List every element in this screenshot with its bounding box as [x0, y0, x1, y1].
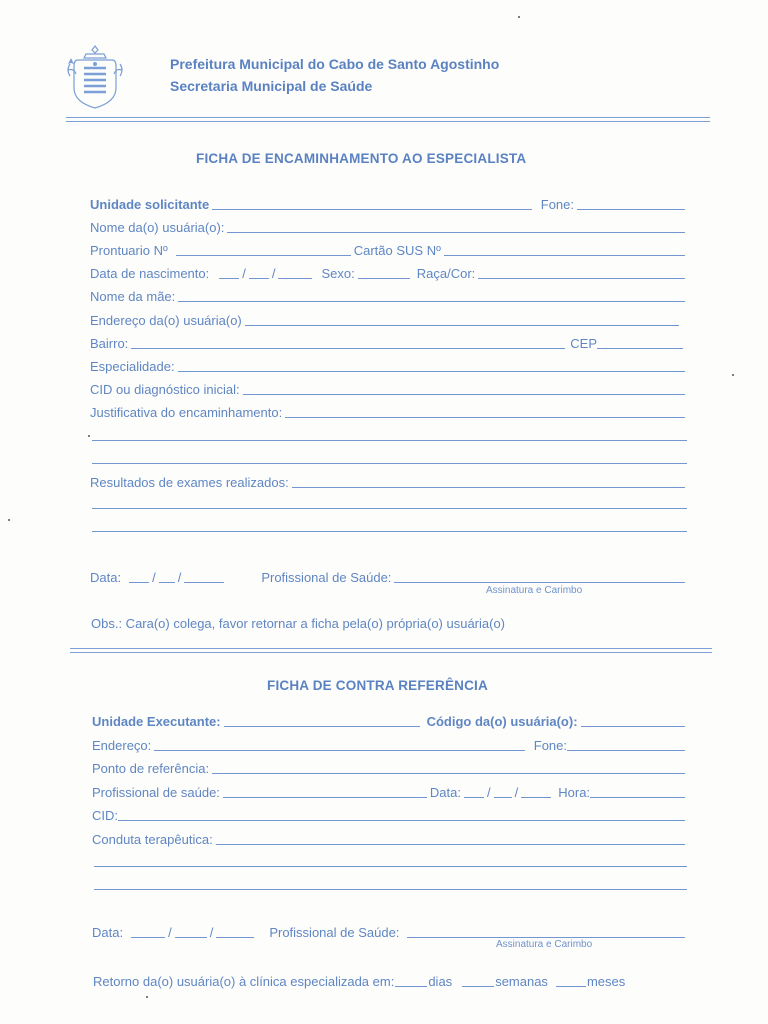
row-profissional-data-hora	[92, 784, 688, 800]
data-month-field[interactable]	[159, 582, 175, 583]
row-nascimento-sexo-raca	[90, 265, 688, 281]
data-footer-year-field[interactable]	[216, 937, 254, 938]
data-executante-month-field[interactable]	[494, 797, 512, 798]
counter-referral-form-title: FICHA DE CONTRA REFERÊNCIA	[267, 678, 488, 693]
justificativa-line-2[interactable]	[92, 440, 687, 441]
nascimento-year-field[interactable]	[278, 278, 312, 279]
nome-usuaria-label: Nome da(o) usuária(o):	[90, 220, 225, 235]
row-data-profissional	[90, 569, 688, 585]
cid-diagnostico-field[interactable]	[243, 394, 685, 395]
raca-cor-label: Raça/Cor:	[416, 266, 476, 281]
retorno-semanas-field[interactable]	[462, 986, 494, 987]
endereco-executante-field[interactable]	[154, 750, 524, 751]
cep-label: CEP	[570, 336, 597, 351]
resultados-exames-label: Resultados de exames realizados:	[90, 475, 289, 490]
row-conduta	[92, 831, 688, 847]
ponto-referencia-label: Ponto de referência:	[92, 761, 210, 776]
row-ponto-referencia	[92, 760, 688, 776]
row-especialidade	[90, 358, 688, 374]
fone-field[interactable]	[577, 209, 685, 210]
raca-cor-field[interactable]	[478, 278, 685, 279]
row-retorno	[93, 973, 668, 989]
data-footer-label: Data:	[92, 925, 124, 940]
assinatura-carimbo-footer-caption: Assinatura e Carimbo	[496, 939, 593, 950]
section-divider-top	[70, 648, 712, 649]
obs-note: Obs.: Cara(o) colega, favor retornar a ficha pela(o) própria(o) usuária(o)	[91, 616, 506, 631]
data-executante-label: Data:	[429, 785, 461, 800]
department-name: Secretaria Municipal de Saúde	[170, 78, 373, 94]
conduta-terapeutica-label: Conduta terapêutica:	[92, 832, 213, 847]
section-divider-bottom	[70, 652, 712, 653]
data-footer-day-field[interactable]	[131, 937, 165, 938]
scan-speck	[518, 16, 520, 18]
cid-label: CID:	[92, 808, 118, 823]
row-cid-executante	[92, 807, 688, 823]
profissional-saude-label: Profissional de Saúde:	[261, 570, 392, 585]
scan-speck	[732, 374, 734, 376]
date-separator: /	[242, 266, 246, 281]
endereco-field[interactable]	[245, 325, 679, 326]
resultados-line-2[interactable]	[92, 508, 687, 509]
row-resultados-exames	[90, 474, 688, 490]
nome-mae-field[interactable]	[178, 301, 685, 302]
data-executante-day-field[interactable]	[464, 797, 484, 798]
retorno-label: Retorno da(o) usuária(o) à clínica especializada em:	[93, 974, 395, 989]
header-divider-top	[66, 117, 710, 118]
resultados-exames-field[interactable]	[292, 487, 685, 488]
profissional-saude-signature-field[interactable]	[394, 582, 685, 583]
justificativa-field[interactable]	[285, 417, 685, 418]
prontuario-label: Prontuario Nº	[90, 243, 168, 258]
nome-usuaria-field[interactable]	[227, 232, 685, 233]
unidade-executante-label: Unidade Executante:	[92, 714, 221, 729]
meses-label: meses	[586, 974, 626, 989]
unidade-solicitante-label: Unidade solicitante	[90, 197, 210, 212]
date-separator: /	[177, 570, 182, 585]
assinatura-carimbo-caption: Assinatura e Carimbo	[486, 585, 583, 596]
row-nome-usuaria	[90, 219, 688, 235]
date-separator: /	[271, 266, 276, 281]
fone-executante-field[interactable]	[567, 750, 685, 751]
cep-field[interactable]	[597, 348, 683, 349]
cid-diagnostico-label: CID ou diagnóstico inicial:	[90, 382, 240, 397]
conduta-terapeutica-field[interactable]	[216, 844, 685, 845]
data-year-field[interactable]	[184, 582, 224, 583]
especialidade-field[interactable]	[178, 371, 685, 372]
data-nascimento-label: Data de nascimento:	[90, 266, 210, 281]
profissional-footer-label: Profissional de Saúde:	[269, 925, 400, 940]
row-data-profissional-footer	[92, 924, 688, 940]
hora-label: Hora:	[558, 785, 591, 800]
row-unidade-solicitante	[90, 196, 688, 212]
sexo-field[interactable]	[358, 278, 410, 279]
dias-label: dias	[428, 974, 453, 989]
row-unidade-executante	[92, 713, 688, 729]
referral-form-title: FICHA DE ENCAMINHAMENTO AO ESPECIALISTA	[196, 151, 527, 166]
bairro-field[interactable]	[131, 348, 565, 349]
especialidade-label: Especialidade:	[90, 359, 175, 374]
data-day-field[interactable]	[129, 582, 149, 583]
cid-field[interactable]	[118, 820, 685, 821]
scan-speck	[8, 519, 10, 521]
nascimento-day-field[interactable]	[219, 278, 239, 279]
date-separator: /	[514, 785, 519, 800]
fone-executante-label: Fone:	[533, 738, 567, 753]
row-endereco-fone	[92, 737, 688, 753]
profissional-executante-field[interactable]	[223, 797, 427, 798]
scan-speck	[88, 435, 90, 437]
conduta-line-2[interactable]	[94, 866, 687, 867]
row-justificativa	[90, 404, 688, 420]
date-separator: /	[209, 925, 214, 940]
fone-label: Fone:	[540, 197, 574, 212]
nascimento-month-field[interactable]	[249, 278, 269, 279]
unidade-executante-field[interactable]	[224, 726, 420, 727]
header-divider-bottom	[66, 121, 710, 122]
data-executante-year-field[interactable]	[521, 797, 551, 798]
date-separator: /	[152, 570, 156, 585]
unidade-solicitante-field[interactable]	[212, 209, 532, 210]
row-prontuario-cartao	[90, 242, 688, 258]
row-cid	[90, 381, 688, 397]
profissional-executante-label: Profissional de saúde:	[92, 785, 220, 800]
ponto-referencia-field[interactable]	[212, 773, 685, 774]
nome-mae-label: Nome da mãe:	[90, 289, 176, 304]
sexo-label: Sexo:	[321, 266, 355, 281]
row-bairro-cep	[90, 335, 686, 351]
coat-of-arms-logo	[64, 40, 126, 114]
endereco-label: Endereço da(o) usuária(o)	[90, 313, 242, 328]
profissional-footer-signature-field[interactable]	[407, 937, 685, 938]
semanas-label: semanas	[495, 974, 548, 989]
conduta-line-3[interactable]	[94, 889, 687, 890]
prontuario-field[interactable]	[176, 255, 351, 256]
data-label: Data:	[90, 570, 122, 585]
data-footer-month-field[interactable]	[175, 937, 207, 938]
scan-speck	[146, 996, 148, 998]
cartao-sus-field[interactable]	[444, 255, 685, 256]
date-separator: /	[487, 785, 491, 800]
bairro-label: Bairro:	[90, 336, 129, 351]
municipality-name: Prefeitura Municipal do Cabo de Santo Agostinho	[170, 56, 500, 72]
row-nome-mae	[90, 288, 688, 304]
justificativa-label: Justificativa do encaminhamento:	[90, 405, 283, 420]
codigo-usuaria-field[interactable]	[581, 726, 685, 727]
cartao-sus-label: Cartão SUS Nº	[353, 243, 441, 258]
resultados-line-3[interactable]	[92, 531, 687, 532]
justificativa-line-3[interactable]	[92, 463, 687, 464]
codigo-usuaria-label: Código da(o) usuária(o):	[426, 714, 578, 729]
date-separator: /	[168, 925, 172, 940]
row-endereco	[90, 312, 682, 328]
hora-field[interactable]	[590, 797, 685, 798]
endereco-executante-label: Endereço:	[92, 738, 152, 753]
retorno-dias-field[interactable]	[395, 986, 427, 987]
retorno-meses-field[interactable]	[556, 986, 586, 987]
